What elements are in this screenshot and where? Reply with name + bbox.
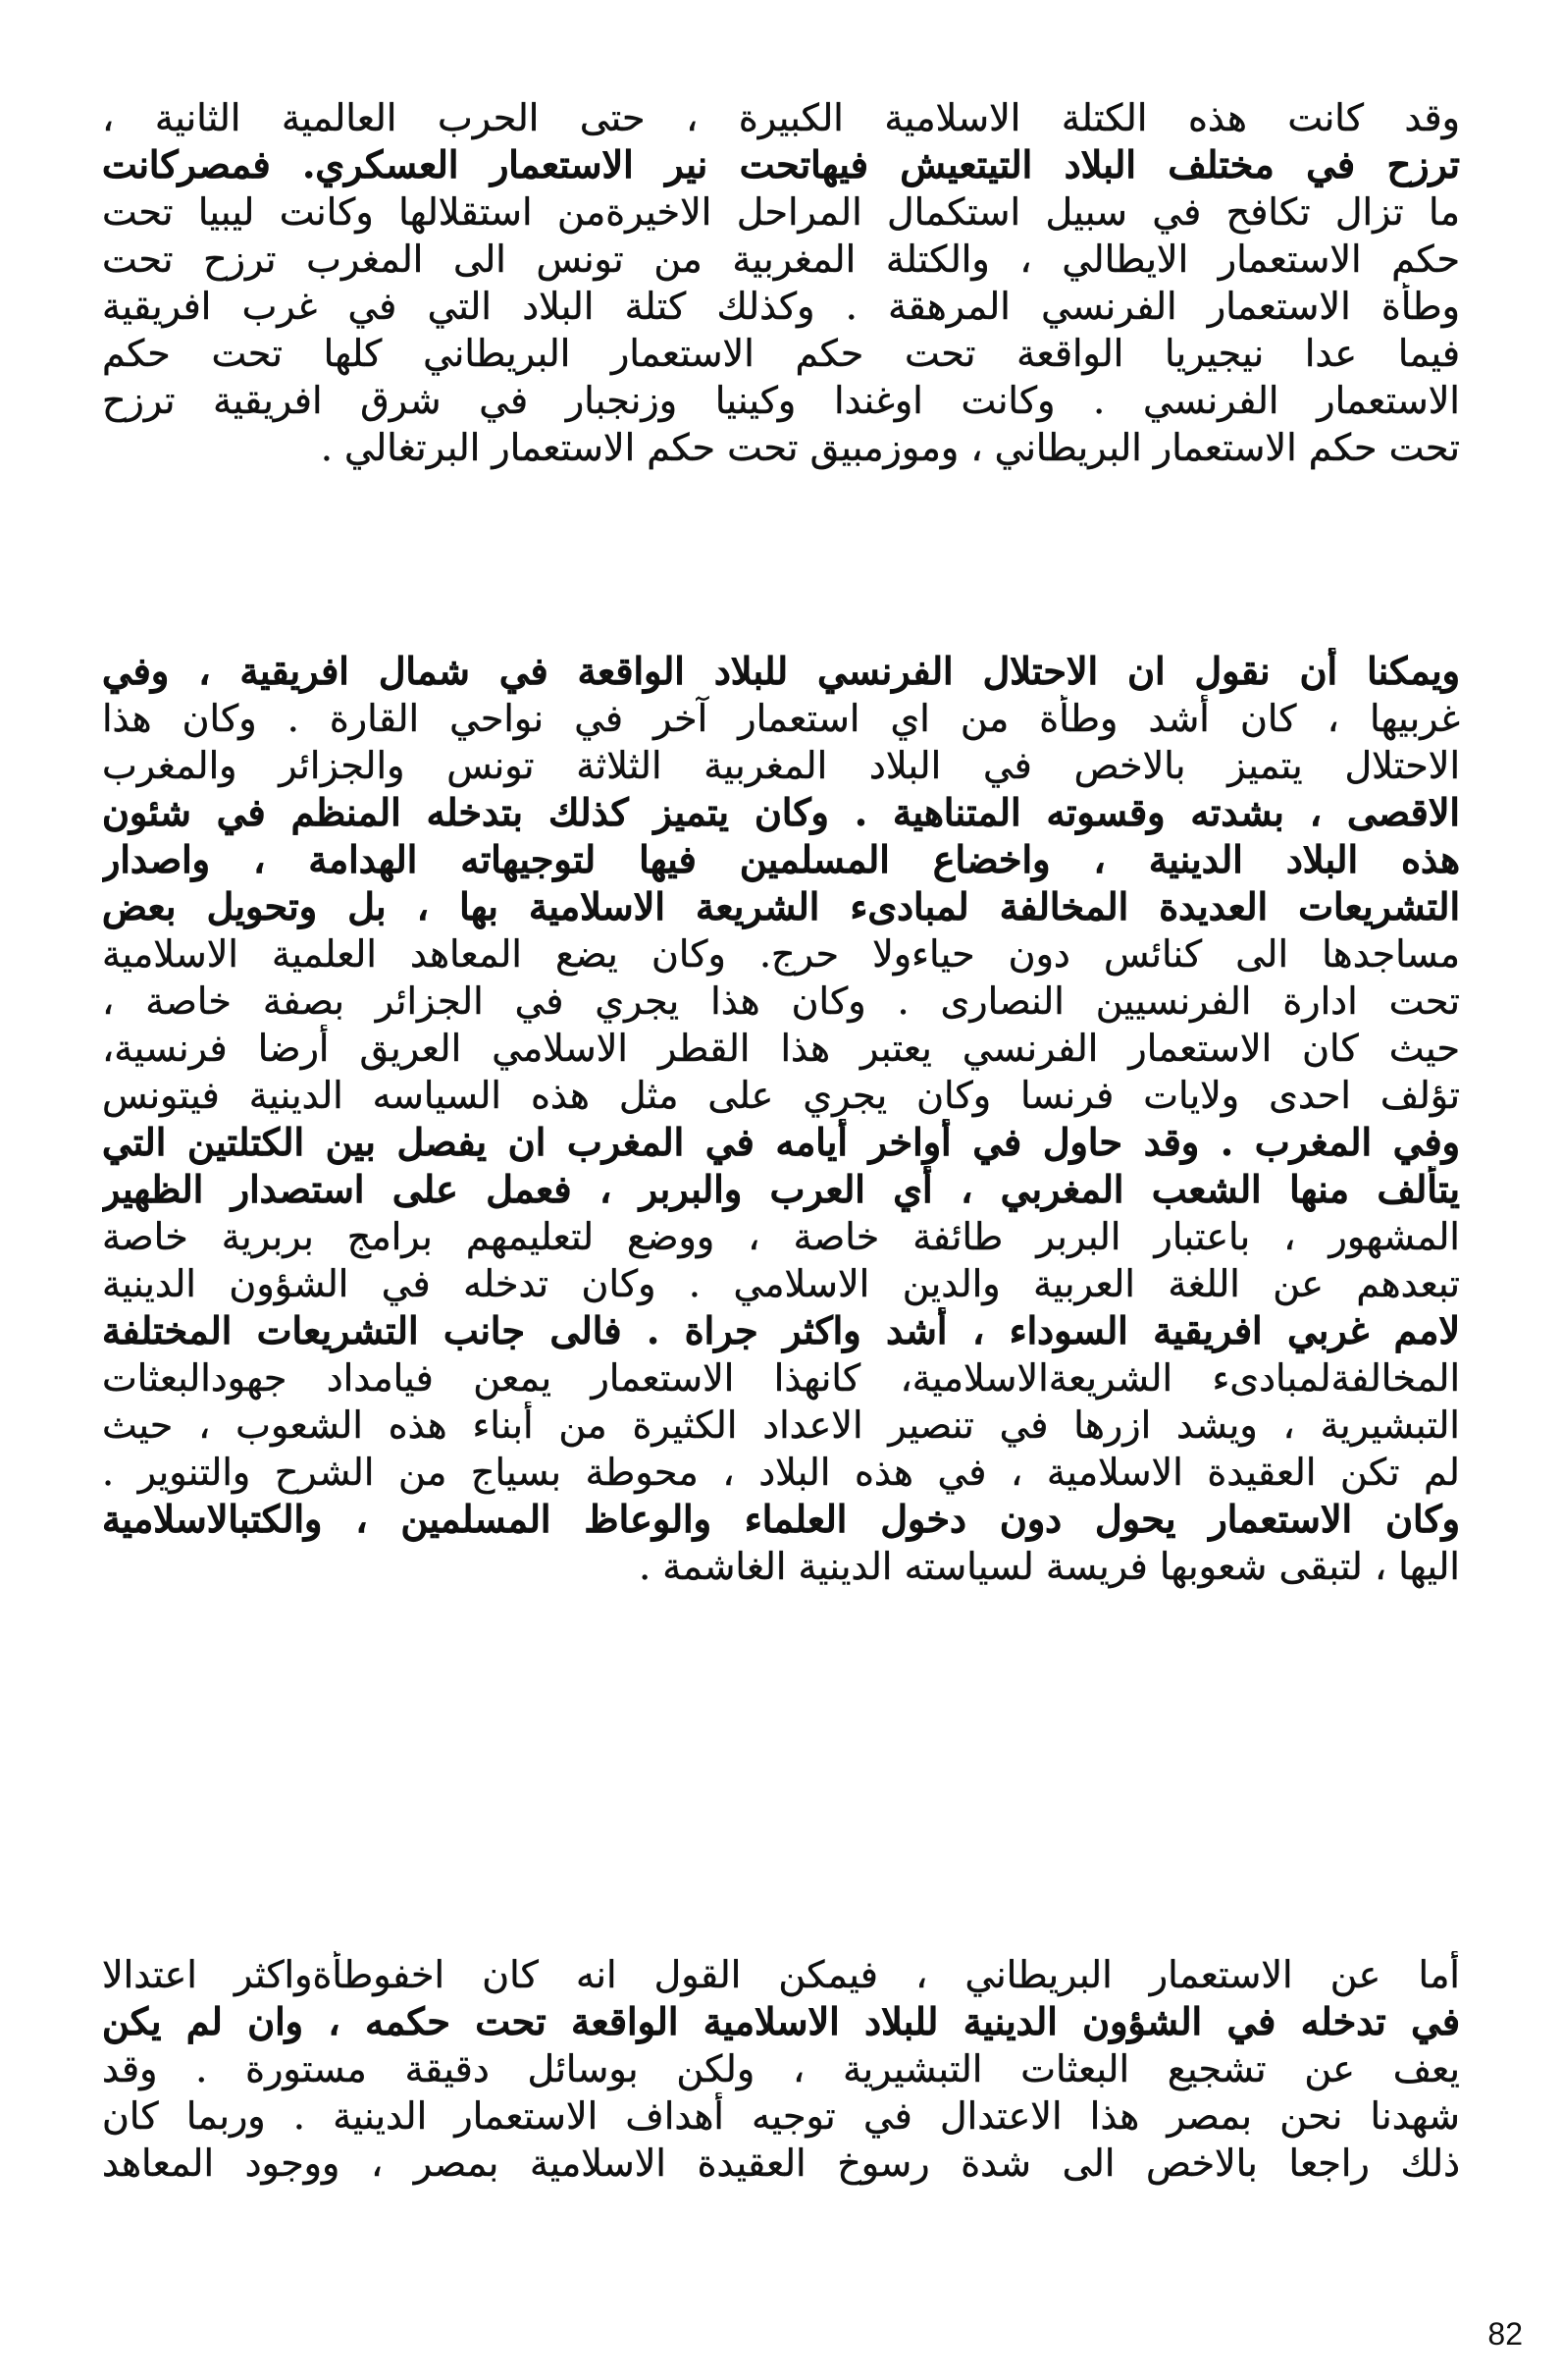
text-line: هذه البلاد الدينية ، واخضاع المسلمين فيها لتوجيهاته الهدامة ، واصدار	[102, 837, 1460, 881]
text-line: حكم الاستعمار الايطالي ، والكتلة المغربية من تونس الى المغرب ترزح تحت	[102, 238, 1460, 281]
page-number: 82	[1487, 2316, 1523, 2352]
text-line: غربيها ، كان أشد وطأة من اي استعمار آخر في نواحي القارة . وكان هذا	[102, 697, 1460, 740]
text-line: اليها ، لتبقى شعوبها فريسة لسياسته الدينية الغاشمة .	[639, 1545, 1460, 1588]
text-line: في تدخله في الشؤون الدينية للبلاد الاسلامية الواقعة تحت حكمه ، وان لم يكن	[102, 1999, 1460, 2043]
text-line: حيث كان الاستعمار الفرنسي يعتبر هذا القطر الاسلامي العريق أرضا فرنسية،	[102, 1027, 1460, 1070]
text-line: وفي المغرب . وقد حاول في أواخر أيامه في المغرب ان يفصل بين الكتلتين التي	[102, 1120, 1460, 1164]
text-line: الاحتلال يتميز بالاخص في البلاد المغربية الثلاثة تونس والجزائر والمغرب	[102, 744, 1460, 787]
text-line: ما تزال تكافح في سبيل استكمال المراحل الاخيرةمن استقلالها وكانت ليبيا تحت	[102, 190, 1460, 234]
text-line: المخالفةلمبادىء الشريعةالاسلامية، كانهذا الاستعمار يمعن فيامداد جهودالبعثات	[102, 1356, 1460, 1400]
text-line: تؤلف احدى ولايات فرنسا وكان يجري على مثل هذه السياسه الدينية فيتونس	[102, 1074, 1460, 1117]
text-line: لم تكن العقيدة الاسلامية ، في هذه البلاد ، محوطة بسياج من الشرح والتنوير .	[102, 1451, 1460, 1494]
text-line: الاستعمار الفرنسي . وكانت اوغندا وكينيا وزنجبار في شرق افريقية ترزح	[102, 379, 1460, 422]
text-line: أما عن الاستعمار البريطاني ، فيمكن القول انه كان اخفوطأةواكثر اعتدالا	[102, 1953, 1460, 1996]
paragraph-3	[102, 1951, 1460, 2187]
text-line: تبعدهم عن اللغة العربية والدين الاسلامي . وكان تدخله في الشؤون الدينية	[102, 1262, 1460, 1305]
text-line: التشريعات العديدة المخالفة لمبادىء الشريعة الاسلامية بها ، بل وتحويل بعض	[102, 884, 1460, 928]
text-line: فيما عدا نيجيريا الواقعة تحت حكم الاستعمار البريطاني كلها تحت حكم	[102, 332, 1460, 375]
text-line: وقد كانت هذه الكتلة الاسلامية الكبيرة ، حتى الحرب العالمية الثانية ،	[102, 96, 1460, 139]
text-line: التبشيرية ، ويشد ازرها في تنصير الاعداد الكثيرة من أبناء هذه الشعوب ، حيث	[102, 1403, 1460, 1447]
paragraph-2	[102, 648, 1460, 1590]
text-line: تحت ادارة الفرنسيين النصارى . وكان هذا يجري في الجزائر بصفة خاصة ،	[102, 979, 1460, 1023]
text-line: المشهور ، باعتبار البربر طائفة خاصة ، ووضع لتعليمهم برامج بربرية خاصة	[102, 1215, 1460, 1258]
text-line: وكان الاستعمار يحول دون دخول العلماء والوعاظ المسلمين ، والكتبالاسلامية	[102, 1497, 1460, 1541]
paragraph-1	[102, 94, 1460, 471]
text-line: ذلك راجعا بالاخص الى شدة رسوخ العقيدة الاسلامية بمصر ، ووجود المعاهد	[102, 2142, 1460, 2185]
text-line: يتألف منها الشعب المغربي ، أي العرب والبربر ، فعمل على استصدار الظهير	[102, 1167, 1460, 1211]
text-line: الاقصى ، بشدته وقسوته المتناهية . وكان يتميز كذلك بتدخله المنظم في شئون	[102, 790, 1460, 834]
text-line: تحت حكم الاستعمار البريطاني ، وموزمبيق تحت حكم الاستعمار البرتغالي .	[320, 426, 1460, 469]
text-line: يعف عن تشجيع البعثات التبشيرية ، ولكن بوسائل دقيقة مستورة . وقد	[102, 2047, 1460, 2090]
text-line: ترزح في مختلف البلاد التيتعيش فيهاتحت نير الاستعمار العسكري. فمصركانت	[102, 142, 1460, 186]
text-line: شهدنا نحن بمصر هذا الاعتدال في توجيه أهداف الاستعمار الدينية . وربما كان	[102, 2094, 1460, 2138]
text-line: مساجدها الى كنائس دون حياءولا حرج. وكان يضع المعاهد العلمية الاسلامية	[102, 932, 1460, 976]
text-line: ويمكنا أن نقول ان الاحتلال الفرنسي للبلاد الواقعة في شمال افريقية ، وفي	[102, 649, 1460, 693]
text-line: وطأة الاستعمار الفرنسي المرهقة . وكذلك كتلة البلاد التي في غرب افريقية	[102, 285, 1460, 328]
text-line: لامم غربي افريقية السوداء ، أشد واكثر جراة . فالى جانب التشريعات المختلفة	[102, 1308, 1460, 1352]
